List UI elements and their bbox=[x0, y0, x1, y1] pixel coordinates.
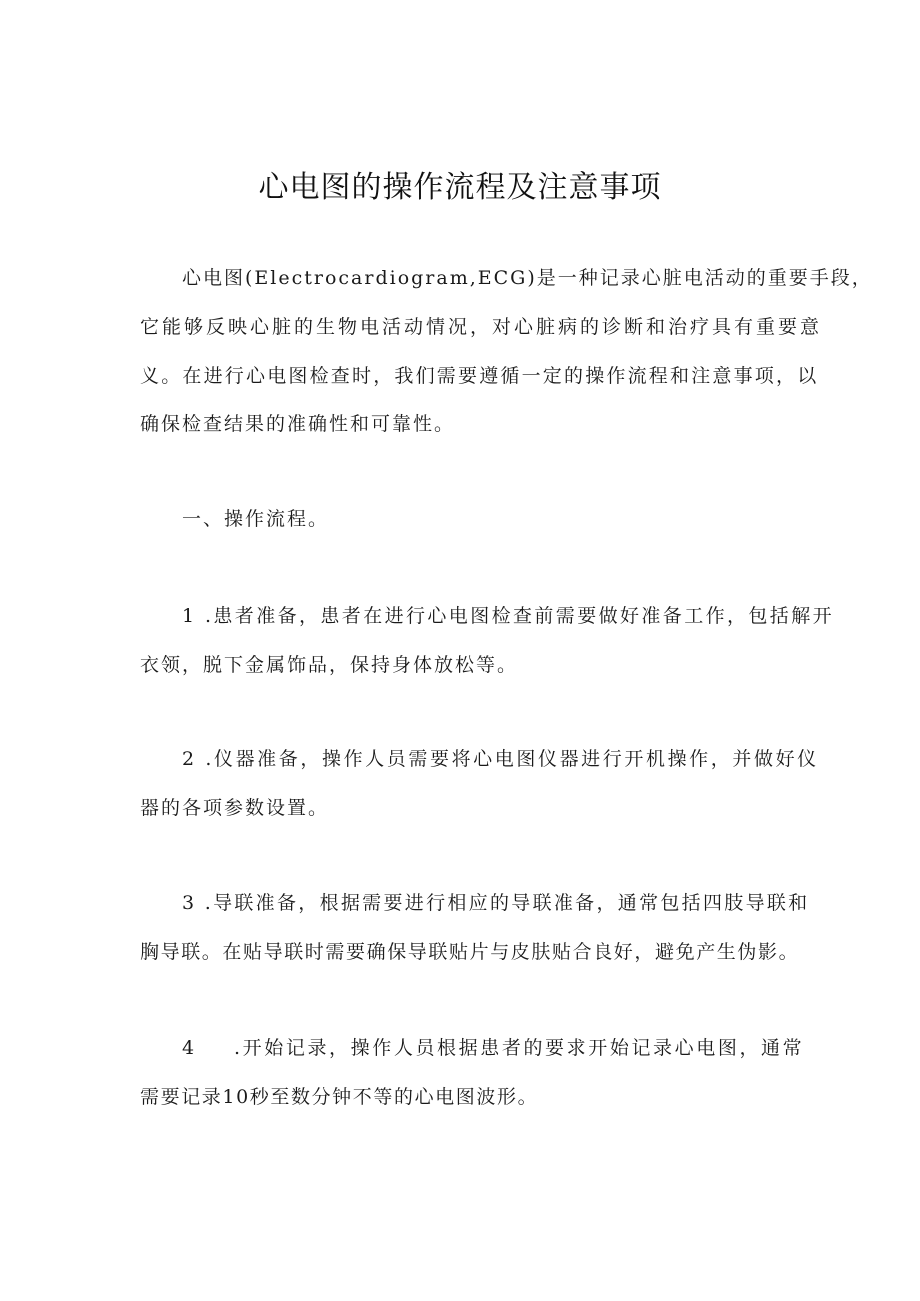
intro-line: 义。在进行心电图检查时，我们需要遵循一定的操作流程和注意事项，以 bbox=[140, 365, 819, 387]
step-line bbox=[182, 891, 809, 915]
intro-line: 确保检查结果的准确性和可靠性。 bbox=[140, 413, 456, 435]
step-number: 3 bbox=[182, 892, 197, 914]
step-line bbox=[182, 604, 834, 628]
step-text: .患者准备，患者在进行心电图检查前需要做好准备工作，包括解开 bbox=[204, 605, 834, 627]
document-title: 心电图的操作流程及注意事项 bbox=[258, 170, 662, 205]
step-text: .导联准备，根据需要进行相应的导联准备，通常包括四肢导联和 bbox=[204, 892, 810, 914]
intro-line: 心电图(Electrocardiogram,ECG)是一种记录心脏电活动的重要手段， bbox=[182, 267, 873, 289]
step-number: 2 bbox=[182, 748, 197, 770]
intro-line: 它能够反映心脏的生物电活动情况，对心脏病的诊断和治疗具有重要意 bbox=[140, 316, 823, 338]
step-number: 1 bbox=[182, 605, 197, 627]
step-line bbox=[182, 1036, 804, 1060]
step-line: 衣领，脱下金属饰品，保持身体放松等。 bbox=[140, 654, 519, 676]
step-line: 器的各项参数设置。 bbox=[140, 797, 330, 819]
step-line bbox=[182, 747, 819, 771]
step-number: 4 bbox=[182, 1037, 197, 1059]
step-line: 胸导联。在贴导联时需要确保导联贴片与皮肤贴合良好，避免产生伪影。 bbox=[140, 941, 800, 963]
step-line: 需要记录10秒至数分钟不等的心电图波形。 bbox=[140, 1086, 539, 1108]
step-text: .开始记录，操作人员根据患者的要求开始记录心电图，通常 bbox=[234, 1037, 805, 1059]
step-text: .仪器准备，操作人员需要将心电图仪器进行开机操作，并做好仪 bbox=[205, 748, 819, 770]
section-heading: 一、操作流程。 bbox=[182, 508, 330, 530]
